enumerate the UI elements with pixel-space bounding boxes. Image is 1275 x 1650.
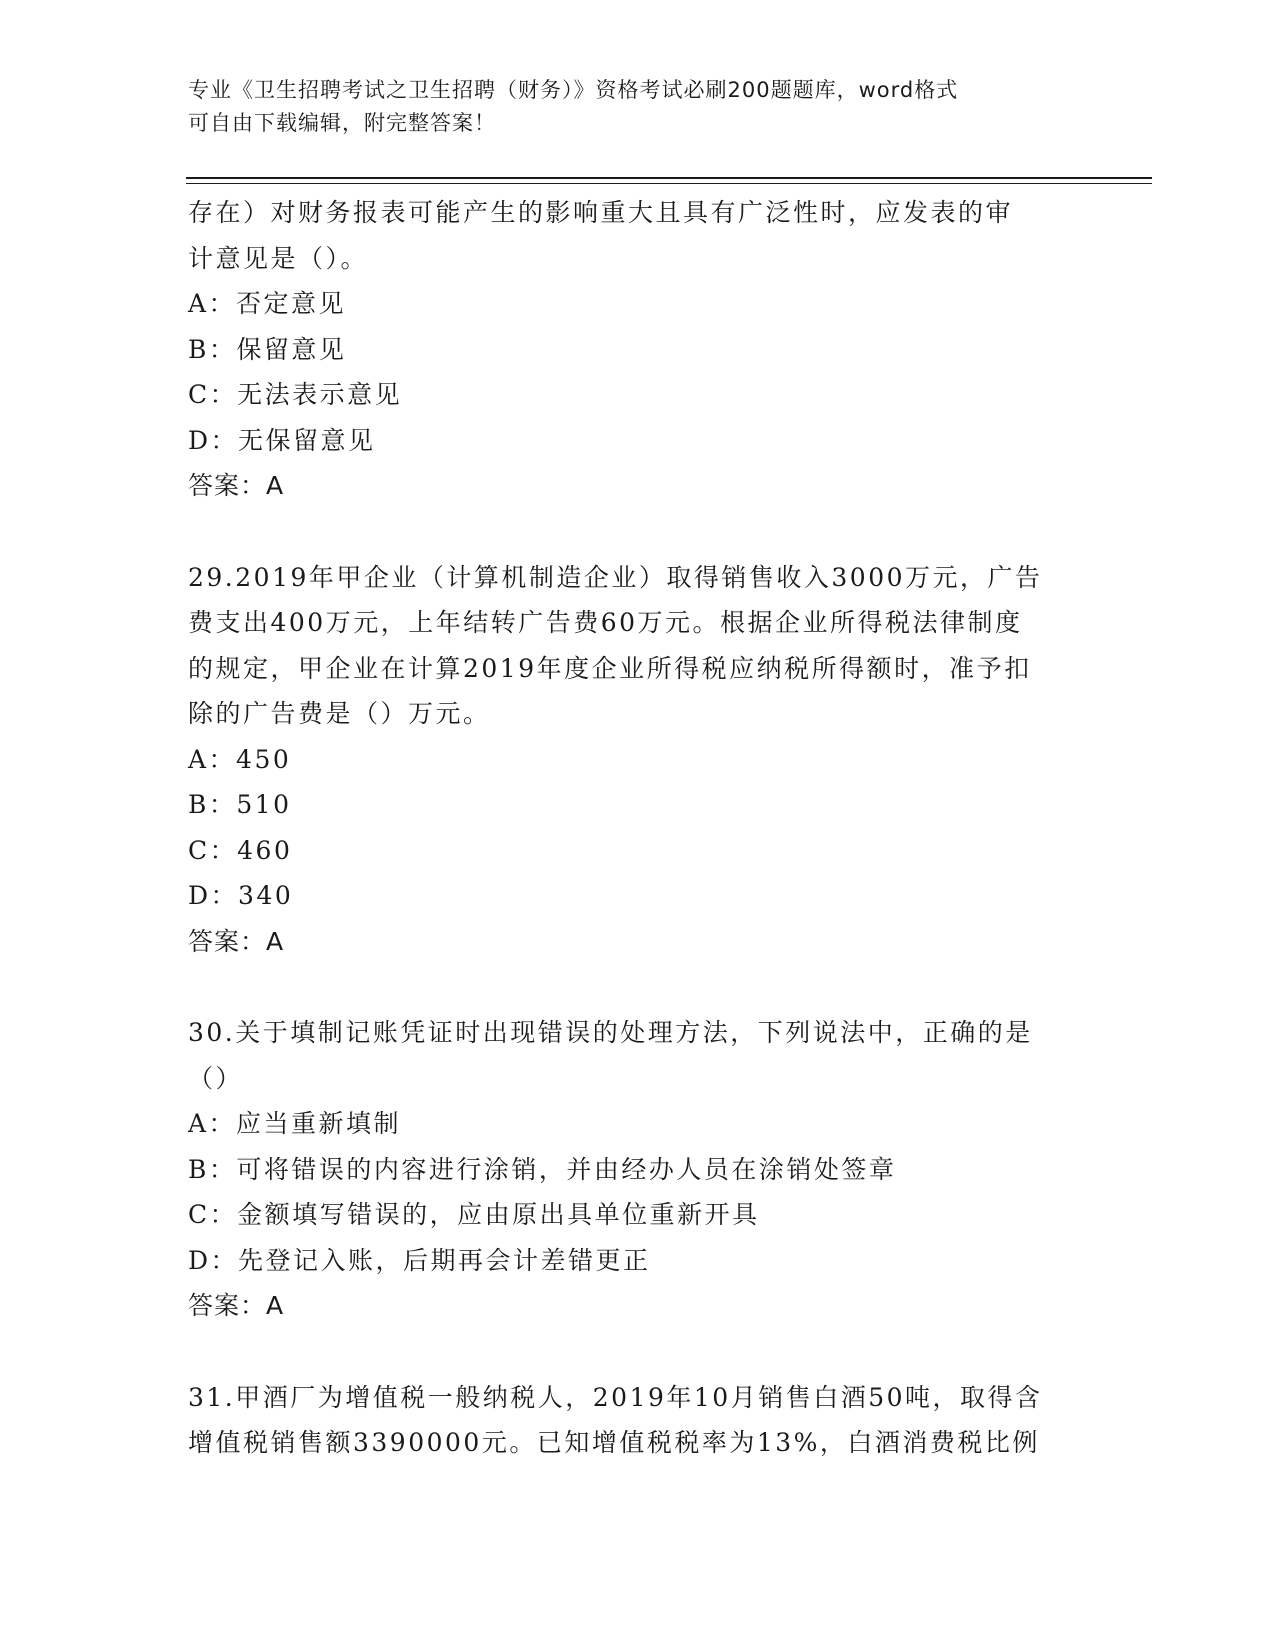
question-28 — [188, 190, 1088, 509]
option-b: B：可将错误的内容进行涂销，并由经办人员在涂销处签章 — [188, 1154, 897, 1184]
option-a: A：应当重新填制 — [188, 1109, 402, 1138]
question-30 — [188, 1010, 1088, 1329]
question-stem-line: 除的广告费是（）万元。 — [188, 699, 491, 728]
question-stem-line: 30.关于填制记账凭证时出现错误的处理方法，下列说法中，正确的是 — [188, 1018, 1033, 1047]
option-c: C：金额填写错误的，应由原出具单位重新开具 — [188, 1200, 760, 1229]
option-a: A：450 — [188, 744, 292, 774]
answer-line: 答案：A — [188, 471, 285, 500]
answer-line: 答案：A — [188, 1291, 285, 1320]
option-c: C：460 — [188, 835, 293, 865]
question-stem-line: 费支出400万元，上年结转广告费60万元。根据企业所得税法律制度 — [188, 608, 1023, 637]
header-title-line-1: 专业《卫生招聘考试之卫生招聘（财务）》资格考试必刷200题题库，word格式 — [188, 78, 959, 102]
header-divider-thin — [186, 183, 1152, 184]
question-stem-line: （） — [188, 1063, 244, 1093]
question-stem-line: 存在）对财务报表可能产生的影响重大且具有广泛性时，应发表的审 — [188, 198, 1014, 227]
option-c: C：无法表示意见 — [188, 380, 403, 409]
option-d: D：先登记入账，后期再会计差错更正 — [188, 1245, 651, 1275]
question-stem-line: 增值税销售额3390000元。已知增值税税率为13%，白酒消费税比例 — [188, 1428, 1040, 1457]
question-content — [188, 190, 1088, 1466]
option-b: B：510 — [188, 790, 292, 819]
question-29 — [188, 555, 1088, 965]
question-stem-line: 的规定，甲企业在计算2019年度企业所得税应纳税所得额时，准予扣 — [188, 653, 1032, 683]
question-spacer — [188, 964, 1088, 1010]
option-b: B：保留意见 — [188, 334, 347, 364]
question-31 — [188, 1375, 1088, 1466]
header-title-line-2: 可自由下载编辑，附完整答案！ — [188, 111, 496, 135]
question-spacer — [188, 509, 1088, 555]
question-stem-line: 计意见是（）。 — [188, 243, 369, 273]
option-d: D：无保留意见 — [188, 425, 376, 455]
answer-line: 答案：A — [188, 926, 285, 956]
option-a: A：否定意见 — [188, 289, 347, 318]
question-spacer — [188, 1329, 1088, 1375]
question-stem-line: 29.2019年甲企业（计算机制造企业）取得销售收入3000万元，广告 — [188, 562, 1043, 592]
document-header — [188, 74, 1068, 140]
option-d: D：340 — [188, 881, 294, 910]
header-divider-thick — [186, 177, 1152, 179]
question-stem-line: 31.甲酒厂为增值税一般纳税人，2019年10月销售白酒50吨，取得含 — [188, 1382, 1043, 1412]
